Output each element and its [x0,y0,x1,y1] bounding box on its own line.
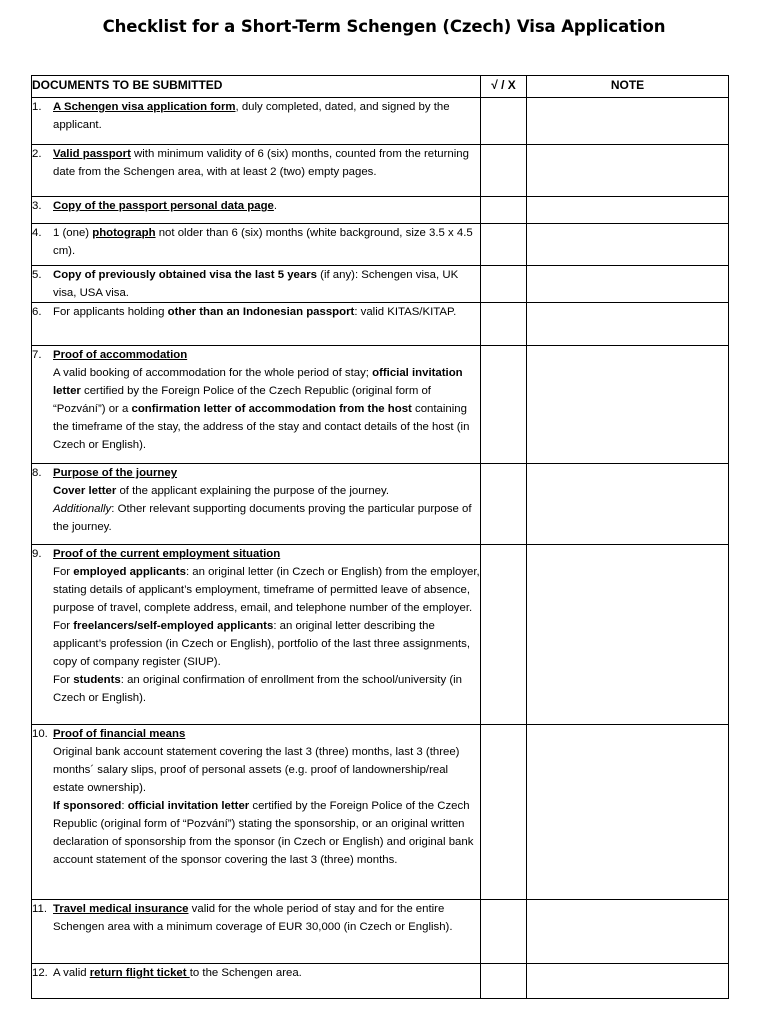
item-paragraph [53,145,480,181]
column-header-note: NOTE [527,76,729,98]
item-text [53,266,480,302]
note-cell[interactable] [527,266,729,303]
checklist-row [32,266,729,303]
checklist-row [32,98,729,145]
page-title: Checklist for a Short-Term Schengen (Czech) Visa Application [102,17,666,36]
text-run: : valid KITAS/KITAP. [354,306,457,318]
item-number: 2. [32,148,42,160]
item-number: 12. [32,967,48,979]
text-run: : an original letter (in Czech or English) from the employer, stating details of applicant’s employment, timeframe of permitted leave of absence, purpose of travel, complete address, email, and telephone number of the employer. [53,566,480,614]
item-paragraph [53,563,480,617]
document-cell [32,725,481,900]
item-paragraph [53,364,480,454]
check-cell[interactable] [481,303,527,346]
item-paragraph [53,900,480,936]
check-cell[interactable] [481,145,527,197]
note-cell[interactable] [527,224,729,266]
text-run: A valid booking of accommodation for the whole period of stay; [53,367,373,379]
check-cell[interactable] [481,98,527,145]
document-cell [32,98,481,145]
text-run: containing the timeframe of the stay, the address of the stay and contact details of the host (in Czech or English). [53,403,470,451]
text-run: official invitation letter [53,367,463,397]
item-number: 7. [32,349,42,361]
check-cell[interactable] [481,900,527,964]
item-number: 1. [32,101,42,113]
item-number: 9. [32,548,42,560]
checklist-item [32,98,480,134]
item-number: 8. [32,467,42,479]
text-run: of the applicant explaining the purpose of the journey. [116,485,390,497]
checklist-rows [32,98,729,999]
note-cell[interactable] [527,545,729,725]
item-paragraph [53,743,480,797]
note-cell[interactable] [527,303,729,346]
item-paragraph [53,266,480,302]
checklist-item [32,224,480,260]
note-cell[interactable] [527,145,729,197]
item-text [53,464,480,536]
note-cell[interactable] [527,964,729,999]
item-paragraph [53,482,480,500]
note-cell[interactable] [527,197,729,224]
item-paragraph [53,797,480,869]
text-run: valid for the whole period of stay and for the entire Schengen area with a minimum coverage of EUR 30,000 (in Czech or English). [53,903,453,933]
text-run: If sponsored [53,800,122,812]
text-run: Travel medical insurance [53,903,189,915]
item-paragraph [53,964,480,982]
text-run: For [53,566,74,578]
text-run: not older than 6 (six) months (white background, size 3.5 x 4.5 cm). [53,227,473,257]
item-paragraph [53,224,480,260]
text-run: . [273,200,278,212]
item-paragraph [53,545,480,563]
item-text [53,545,480,707]
check-cell[interactable] [481,725,527,900]
text-run: Cover letter [53,485,117,497]
item-number: 10. [32,728,48,740]
text-run: photograph [92,227,156,239]
checklist-item [32,346,480,454]
text-run: certified by the Foreign Police of the Czech Republic (original form of “Pozvání”) stating the sponsorship, or an original written declaration of sponsorship from the sponsor (in Czech or English) and original bank account statement of the sponsor covering the last 3 (three) months. [53,800,474,866]
document-cell [32,964,481,999]
item-text [53,224,480,260]
document-cell [32,346,481,464]
item-paragraph [53,197,480,215]
text-run: Additionally [53,503,112,515]
text-run: Original bank account statement covering the last 3 (three) months, last 3 (three) months´ salary slips, proof of personal assets (e.g. proof of landownership/real estate ownership). [53,746,460,794]
document-cell [32,900,481,964]
table-header-row [32,76,729,98]
column-header-check: √ / X [481,76,527,98]
checklist-item [32,964,480,982]
text-run: Proof of financial means [53,728,186,740]
checklist-item [32,145,480,181]
text-run: certified by the Foreign Police of the Czech Republic (original form of “Pozvání”) or a [53,385,431,415]
item-number: 6. [32,306,42,318]
checklist-row [32,545,729,725]
text-run: to the Schengen area. [189,967,302,979]
note-cell[interactable] [527,346,729,464]
item-number: 3. [32,200,42,212]
text-run: : an original confirmation of enrollment from the school/university (in Czech or English). [53,674,462,704]
item-text [53,98,480,134]
text-run: employed applicants [73,566,186,578]
check-cell[interactable] [481,545,527,725]
item-text [53,964,480,982]
text-run: students [73,674,121,686]
note-cell[interactable] [527,900,729,964]
text-run: with minimum validity of 6 (six) months, counted from the returning date from the Schengen area, with at least 2 (two) empty pages. [53,148,469,178]
checklist-item [32,464,480,536]
text-run: For [53,620,74,632]
check-cell[interactable] [481,224,527,266]
item-text [53,303,480,321]
checklist-row [32,900,729,964]
text-run: Proof of accommodation [53,349,188,361]
item-number: 5. [32,269,42,281]
note-cell[interactable] [527,464,729,545]
text-run: Proof of the current employment situation [53,548,281,560]
text-run: return flight ticket [89,967,190,979]
text-run: Copy of the passport personal data page [53,200,274,212]
check-cell[interactable] [481,346,527,464]
column-header-documents: DOCUMENTS TO BE SUBMITTED [32,76,481,98]
check-cell[interactable] [481,197,527,224]
checklist-row [32,964,729,999]
checklist-row [32,346,729,464]
text-run: confirmation letter of accommodation from the host [131,403,412,415]
text-run: Copy of previously obtained visa the last 5 years [53,269,317,281]
checklist-row [32,224,729,266]
note-cell[interactable] [527,98,729,145]
checklist-row [32,303,729,346]
text-run: A Schengen visa application form [53,101,236,113]
text-run: freelancers/self-employed applicants [73,620,274,632]
checklist-row [32,725,729,900]
text-run: : Other relevant supporting documents proving the particular purpose of the journey. [53,503,472,533]
item-paragraph [53,617,480,671]
document-cell [32,224,481,266]
checklist-item [32,197,480,215]
check-cell[interactable] [481,464,527,545]
checklist-item [32,725,480,869]
text-run: Valid passport [53,148,131,160]
text-run: official invitation letter [127,800,250,812]
document-cell [32,197,481,224]
text-run: Purpose of the journey [53,467,178,479]
text-run: , duly completed, dated, and signed by the applicant. [53,101,450,131]
note-cell[interactable] [527,725,729,900]
checklist-item [32,266,480,302]
checklist-table [31,75,729,999]
document-cell [32,303,481,346]
document-cell [32,464,481,545]
check-cell[interactable] [481,964,527,999]
checklist-item [32,900,480,936]
text-run: For applicants holding [53,306,168,318]
text-run: A valid [53,967,90,979]
text-run: other than an Indonesian passport [167,306,355,318]
item-paragraph [53,725,480,743]
item-text [53,725,480,869]
item-text [53,197,480,215]
item-paragraph [53,303,480,321]
item-paragraph [53,671,480,707]
item-number: 4. [32,227,42,239]
item-text [53,346,480,454]
item-text [53,145,480,181]
document-cell [32,145,481,197]
checklist-row [32,464,729,545]
item-paragraph [53,346,480,364]
item-paragraph [53,98,480,134]
checklist-item [32,545,480,707]
document-cell [32,266,481,303]
text-run: : an original letter describing the applicant’s profession (in Czech or English), portfolio of the last three assignments, copy of company register (SIUP). [53,620,471,668]
text-run: For [53,674,74,686]
checklist-item [32,303,480,321]
item-text [53,900,480,936]
item-paragraph [53,464,480,482]
text-run: 1 (one) [53,227,93,239]
document-cell [32,545,481,725]
text-run: (if any): Schengen visa, UK visa, USA visa. [53,269,459,299]
checklist-row [32,197,729,224]
check-cell[interactable] [481,266,527,303]
checklist-row [32,145,729,197]
item-paragraph [53,500,480,536]
text-run: : [121,800,128,812]
item-number: 11. [32,903,47,915]
